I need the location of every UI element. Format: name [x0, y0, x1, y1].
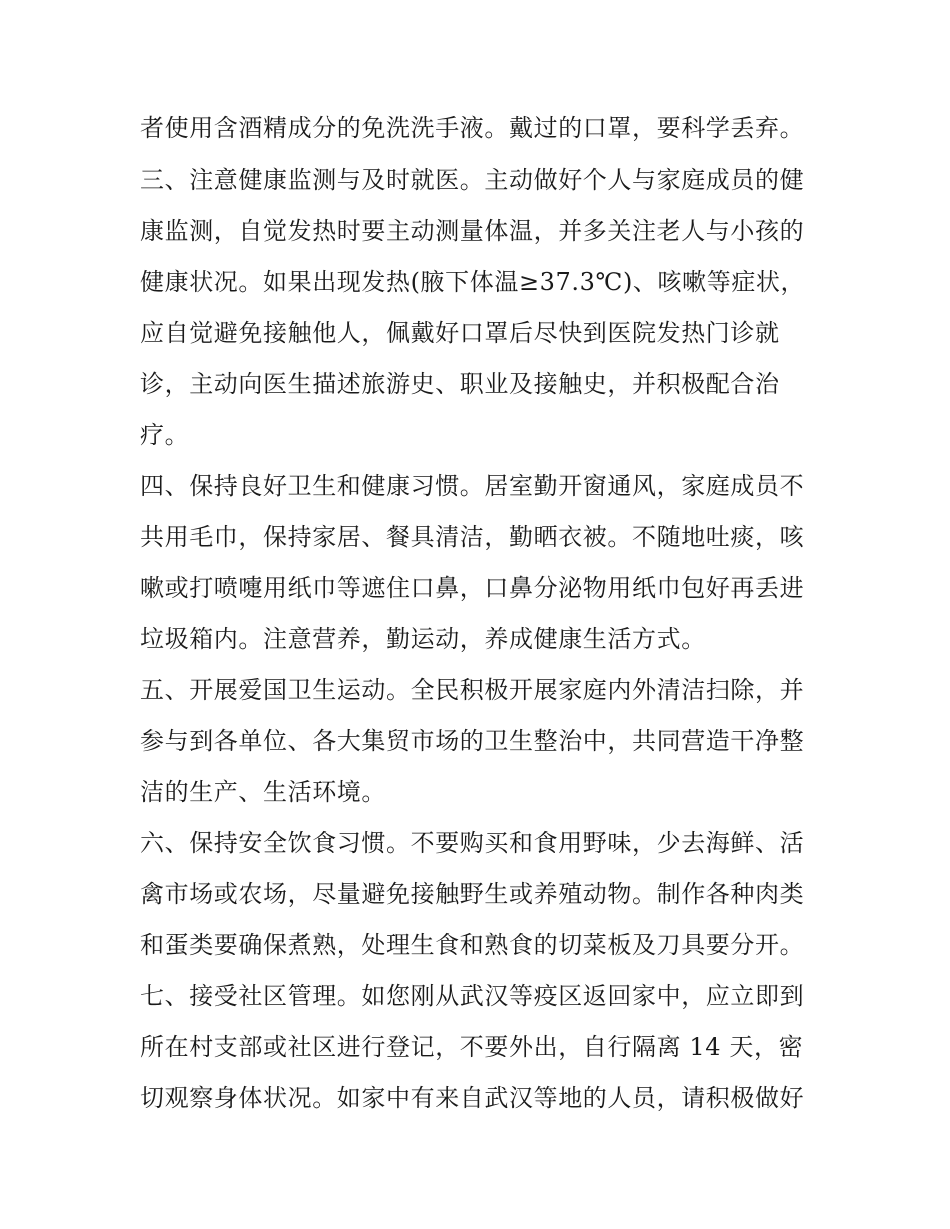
text-line: 共用毛巾，保持家居、餐具清洁，勤晒衣被。不随地吐痰，咳 [140, 523, 805, 551]
text-line: 应自觉避免接触他人，佩戴好口罩后尽快到医院发热门诊就 [140, 319, 780, 347]
text-line: 七、接受社区管理。如您刚从武汉等疫区返回家中，应立即到 [140, 982, 805, 1010]
text-line: 和蛋类要确保煮熟，处理生食和熟食的切菜板及刀具要分开。 [140, 931, 805, 959]
text-line: 三、注意健康监测与及时就医。主动做好个人与家庭成员的健 [140, 166, 805, 194]
text-line: 六、保持安全饮食习惯。不要购买和食用野味，少去海鲜、活 [140, 829, 805, 857]
text-line: 切观察身体状况。如家中有来自武汉等地的人员，请积极做好 [140, 1084, 805, 1112]
text-line: 康监测，自觉发热时要主动测量体温，并多关注老人与小孩的 [140, 217, 805, 245]
text-line: 疗。 [140, 421, 190, 449]
text-line: 诊，主动向医生描述旅游史、职业及接触史，并积极配合治 [140, 370, 780, 398]
text-line: 垃圾箱内。注意营养，勤运动，养成健康生活方式。 [140, 625, 706, 653]
text-line: 健康状况。如果出现发热(腋下体温≥37.3℃)、咳嗽等症状， [140, 268, 806, 296]
text-line: 者使用含酒精成分的免洗洗手液。戴过的口罩，要科学丢弃。 [140, 114, 805, 142]
text-line: 禽市场或农场，尽量避免接触野生或养殖动物。制作各种肉类 [140, 880, 805, 908]
text-line: 参与到各单位、各大集贸市场的卫生整治中，共同营造干净整 [140, 727, 805, 755]
text-line: 四、保持良好卫生和健康习惯。居室勤开窗通风，家庭成员不 [140, 472, 805, 500]
text-line: 嗽或打喷嚏用纸巾等遮住口鼻，口鼻分泌物用纸巾包好再丢进 [140, 574, 805, 602]
text-line: 五、开展爱国卫生运动。全民积极开展家庭内外清洁扫除，并 [140, 676, 805, 704]
text-line: 所在村支部或社区进行登记，不要外出，自行隔离 14 天，密 [140, 1033, 804, 1061]
text-line: 洁的生产、生活环境。 [140, 778, 386, 806]
